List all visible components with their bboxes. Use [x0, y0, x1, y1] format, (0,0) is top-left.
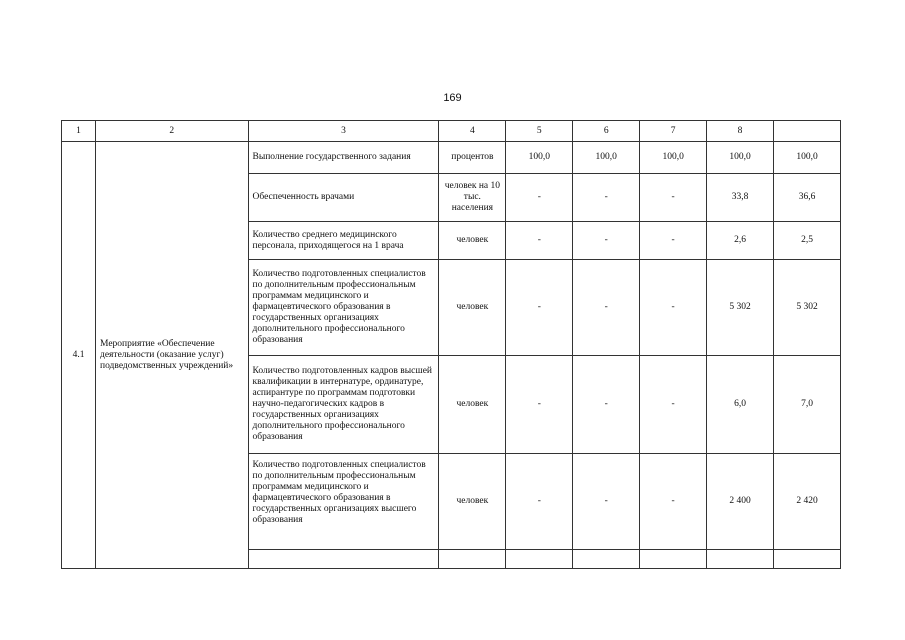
value-cell: 33,8 — [707, 174, 774, 222]
empty-cell — [707, 550, 774, 569]
column-header: 5 — [506, 121, 573, 142]
indicator-cell: Количество подготовленных кадров высшей квалификации в интернатуре, ординатуре, аспирантуре по программам подготовки научно-педагогических кадров в государственных организациях дополнительного профессионального образования — [248, 356, 439, 454]
unit-cell: человек — [439, 222, 506, 260]
value-cell: 100,0 — [774, 142, 841, 174]
value-cell: 100,0 — [506, 142, 573, 174]
value-cell: - — [573, 222, 640, 260]
unit-cell: человек на 10 тыс. населения — [439, 174, 506, 222]
value-cell: 2,5 — [774, 222, 841, 260]
column-header — [774, 121, 841, 142]
column-header: 2 — [96, 121, 249, 142]
unit-cell: процентов — [439, 142, 506, 174]
unit-cell: человек — [439, 356, 506, 454]
indicators-table — [61, 120, 841, 569]
value-cell: 5 302 — [707, 260, 774, 356]
value-cell: 36,6 — [774, 174, 841, 222]
value-cell: - — [506, 356, 573, 454]
value-cell: 7,0 — [774, 356, 841, 454]
value-cell: - — [640, 454, 707, 550]
event-name-cell: Мероприятие «Обеспечение деятельности (оказание услуг) подведомственных учреждений» — [96, 142, 249, 569]
page-number: 169 — [443, 92, 462, 104]
value-cell: - — [640, 356, 707, 454]
value-cell: - — [640, 260, 707, 356]
column-header: 7 — [640, 121, 707, 142]
value-cell: - — [573, 260, 640, 356]
value-cell: 2 400 — [707, 454, 774, 550]
value-cell: 100,0 — [640, 142, 707, 174]
value-cell: 2,6 — [707, 222, 774, 260]
column-header: 4 — [439, 121, 506, 142]
value-cell: - — [573, 356, 640, 454]
empty-cell — [640, 550, 707, 569]
unit-cell: человек — [439, 454, 506, 550]
value-cell: 5 302 — [774, 260, 841, 356]
indicator-cell: Обеспеченность врачами — [248, 174, 439, 222]
empty-cell — [248, 550, 439, 569]
value-cell: - — [506, 222, 573, 260]
unit-cell: человек — [439, 260, 506, 356]
indicator-cell: Выполнение государственного задания — [248, 142, 439, 174]
value-cell: - — [573, 174, 640, 222]
row-id-cell: 4.1 — [62, 142, 96, 569]
value-cell: - — [573, 454, 640, 550]
table-row — [62, 142, 841, 174]
column-header: 6 — [573, 121, 640, 142]
column-header: 3 — [248, 121, 439, 142]
indicator-cell: Количество подготовленных специалистов по дополнительным профессиональным программам медицинского и фармацевтического образования в государственных организациях высшего образования — [248, 454, 439, 550]
indicator-cell: Количество среднего медицинского персонала, приходящегося на 1 врача — [248, 222, 439, 260]
empty-cell — [506, 550, 573, 569]
empty-cell — [439, 550, 506, 569]
table-header-row — [62, 121, 841, 142]
value-cell: - — [506, 260, 573, 356]
value-cell: 2 420 — [774, 454, 841, 550]
column-header: 8 — [707, 121, 774, 142]
value-cell: - — [506, 454, 573, 550]
empty-cell — [774, 550, 841, 569]
value-cell: 6,0 — [707, 356, 774, 454]
value-cell: 100,0 — [707, 142, 774, 174]
value-cell: - — [640, 222, 707, 260]
value-cell: - — [506, 174, 573, 222]
column-header: 1 — [62, 121, 96, 142]
indicator-cell: Количество подготовленных специалистов по дополнительным профессиональным программам медицинского и фармацевтического образования в государственных организациях дополнительного профессионального образования — [248, 260, 439, 356]
value-cell: 100,0 — [573, 142, 640, 174]
empty-cell — [573, 550, 640, 569]
value-cell: - — [640, 174, 707, 222]
